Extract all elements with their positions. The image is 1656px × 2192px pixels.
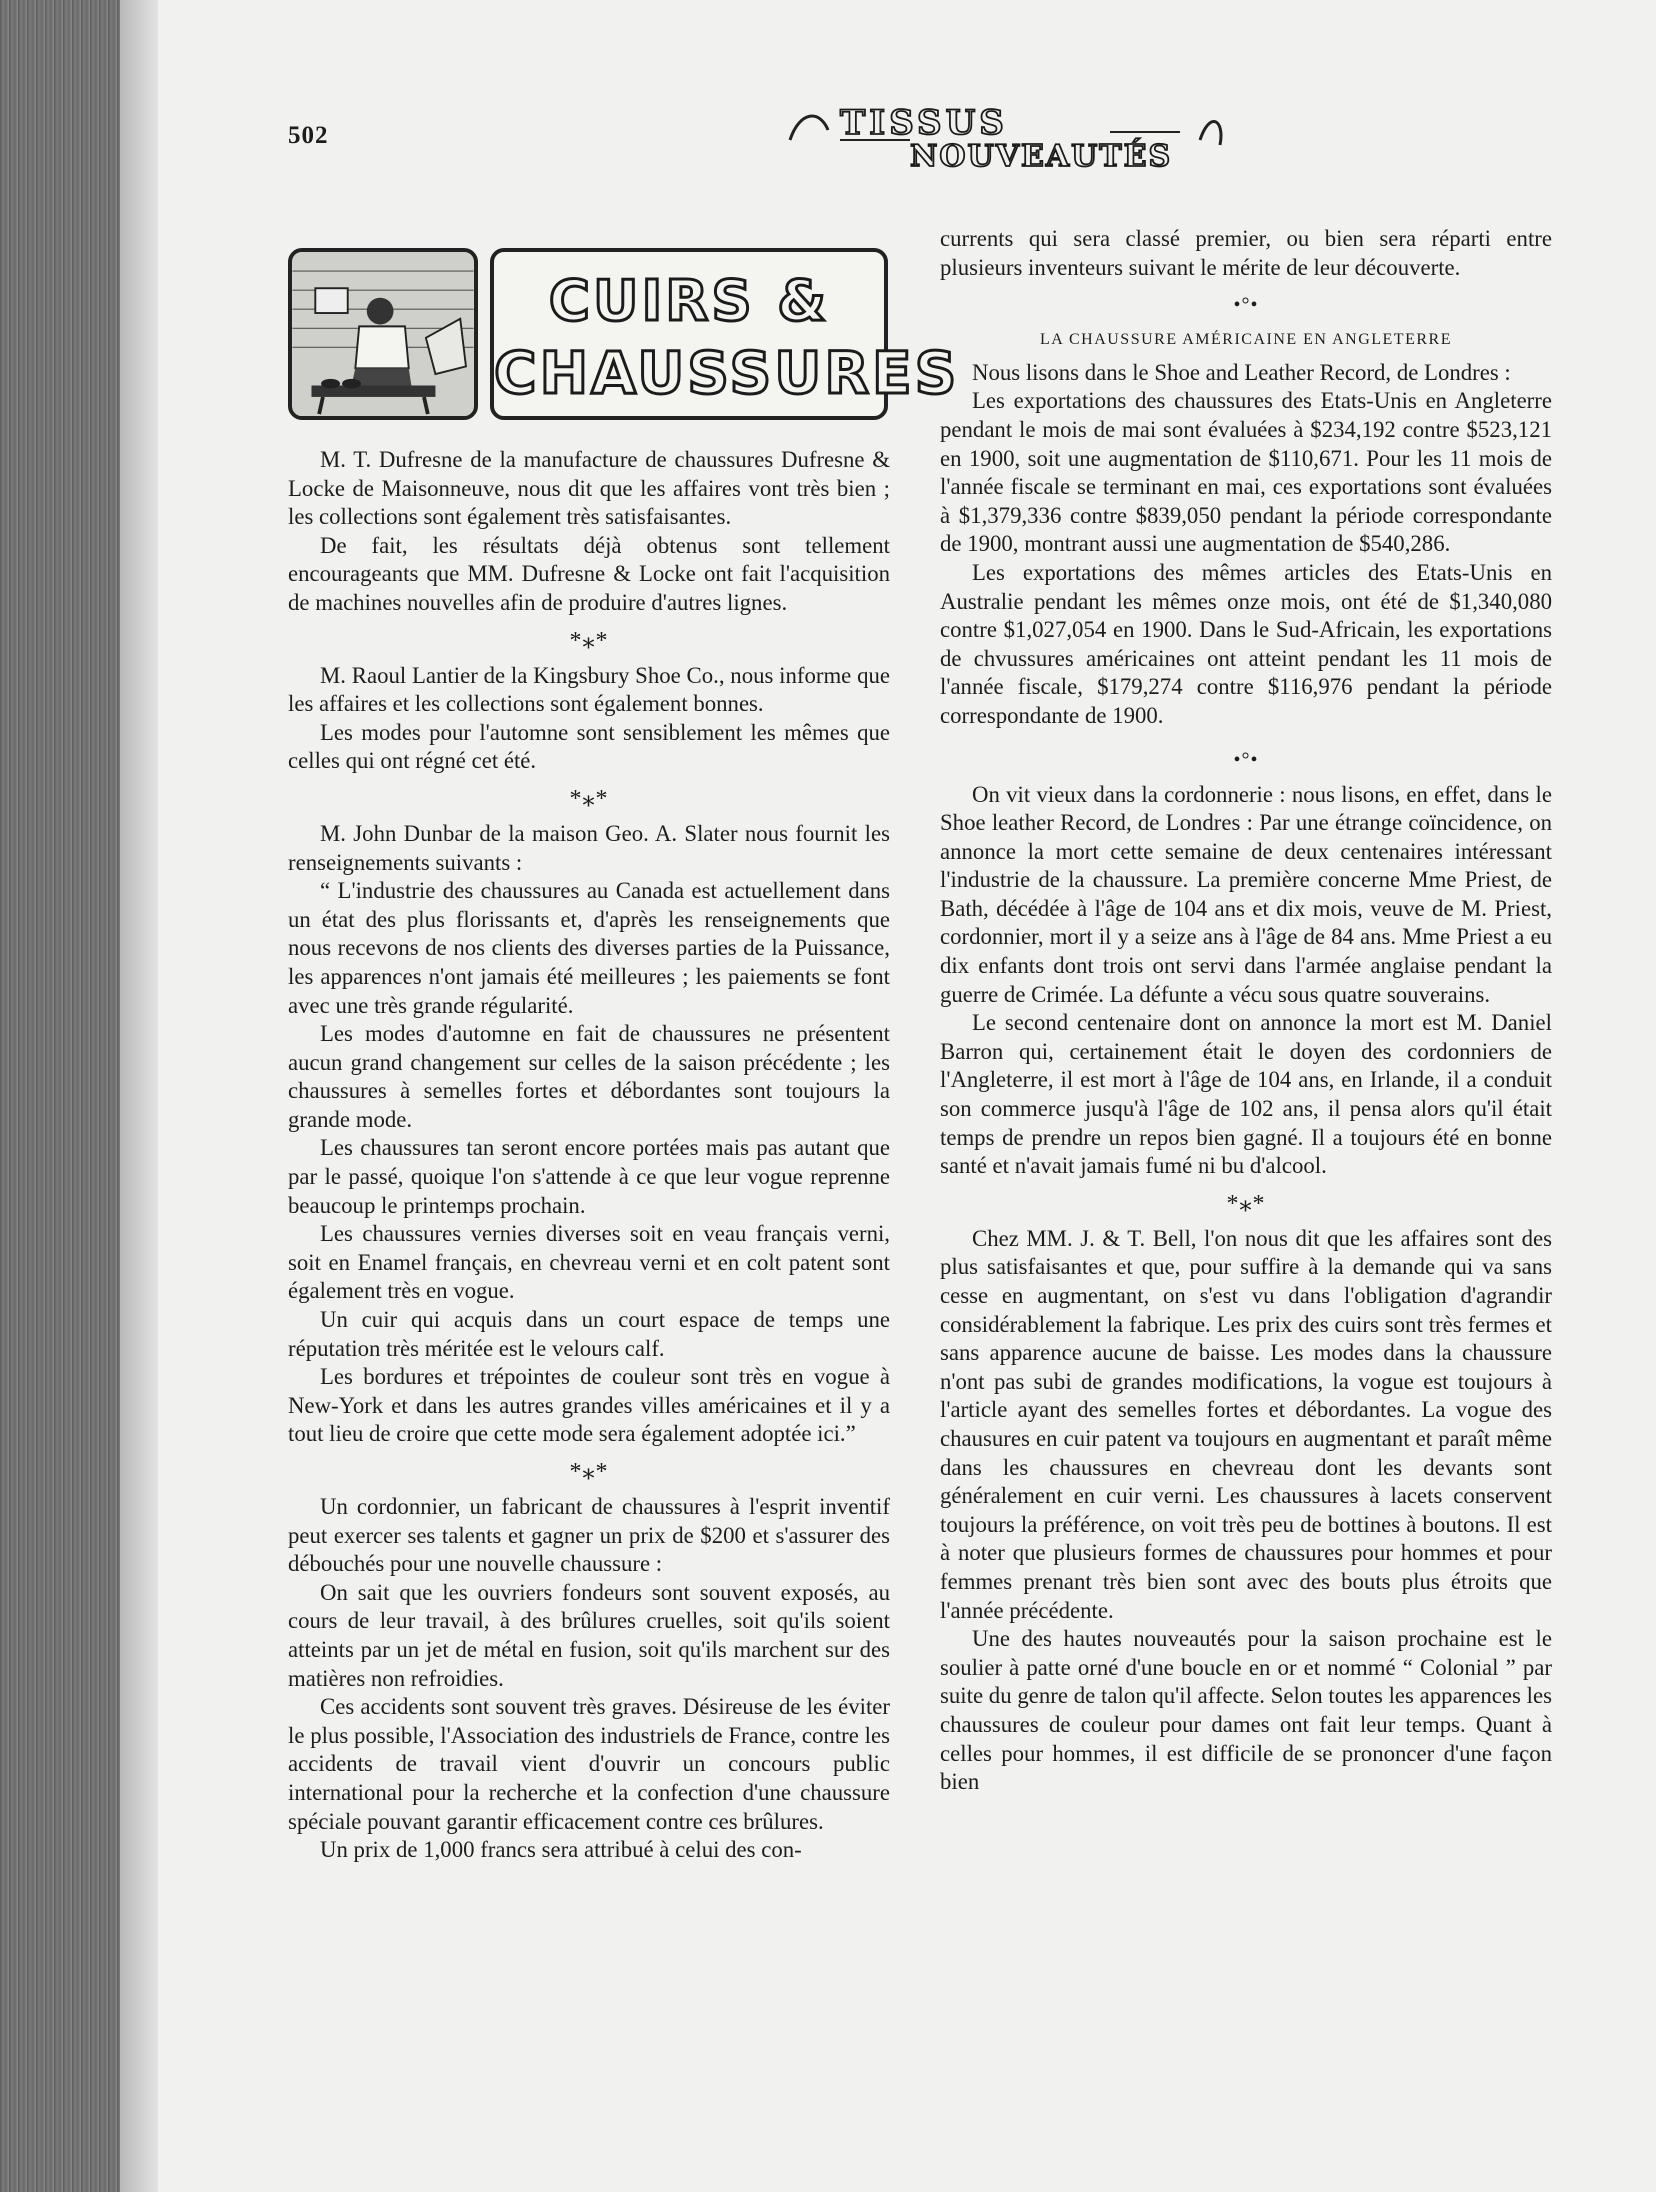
paragraph: On sait que les ouvriers fondeurs sont souvent exposés, au cours de leur travail, à des brûlures cruelles, soit qu'ils soient atteints par un jet de métal en fusion, soit qu'ils marchent sur des matières non refroidies. [288, 1579, 890, 1691]
paragraph: Le second centenaire dont on annonce la mort est M. Daniel Barron qui, certainement était le doyen des cordonniers de l'Angleterre, il est mort à l'âge de 104 ans, en Irlande, il a conduit son commerce jusqu'à l'âge de 102 ans, il pensa alors qu'il était temps de prendre un repos bien gagné. Il a toujours été en bonne santé et n'avait jamais fumé ni bu d'alcool. [940, 1010, 1552, 1179]
paragraph: Les chaussures vernies diverses soit en veau français verni, soit en Enamel français, en chevreau verni et en colt patent sont également très en vogue. [288, 1221, 890, 1304]
paragraph: On vit vieux dans la cordonnerie : nous lisons, en effet, dans le Shoe leather Record, de Londres : Par une étrange coïncidence, on annonce la mort cette semaine de deux centenaires intéressant l'industrie de la chaussure. La première concerne Mme Priest, de Bath, décédée à l'âge de 104 ans et dix mois, veuve de M. Priest, cordonnier, mort il y a seize ans à l'âge de 84 ans. Mme Priest a eu dix enfants dont trois ont servi dans l'armée anglaise pendant la guerre de Crimée. La défunte a vécu sous quatre souverains. [940, 781, 1552, 1007]
paragraph: Chez MM. J. & T. Bell, l'on nous dit que les affaires sont des plus satisfaisantes et que, pour suffire à la demande qui va sans cesse en augmentant, on s'est vu dans l'obligation d'agrandir considérablement la fabrique. Les prix des cuirs sont très fermes et sans apparence aucune de baisse. Les modes dans la chaussure n'ont pas subi de grandes modifications, la vogue est toujours à l'article ayant des semelles fortes et débordantes. La vogue des chausures en cuir patent va toujours en augmentant et paraît même dans les chaussures en chevreau dont les devants sont généralement en cuir verni. Les chaussures à lacets conservent toujours la préférence, on voit très peu de bottines à boutons. Il est à noter que plusieurs formes de chaussures pour hommes et pour femmes prenant très bien sont avec des bouts plus étroits que l'année précédente. [940, 1225, 1552, 1623]
paragraph-continuation: currents qui sera classé premier, ou bien sera réparti entre plusieurs inventeurs suivant le mérite de leur découverte. [940, 226, 1552, 280]
paragraph: Ces accidents sont souvent très graves. Désireuse de les éviter le plus possible, l'Association des industriels de France, contre les accidents de travail vient d'ouvrir un concours public international pour la recherche et la confection d'une chaussure spéciale pouvant garantir efficacement contre ces brûlures. [288, 1694, 890, 1834]
masthead-line1: TISSUS [840, 103, 1008, 143]
page-gutter [120, 0, 158, 2192]
section-title-box [490, 248, 960, 420]
cobbler-illustration [288, 248, 478, 420]
paragraph: De fait, les résultats déjà obtenus sont tellement encourageants que MM. Dufresne & Locke ont fait l'acquisition de machines nouvelles afin de produire d'autres lignes. [288, 532, 890, 615]
paragraph: “ L'industrie des chaussures au Canada est actuellement dans un état des plus florissants et, d'après les renseignements que nous recevons de nos clients des diverses parties de la Puissance, les apparences n'ont jamais été meilleures ; les paiements se font avec une très grande régularité. [288, 878, 890, 1018]
paragraph: Les bordures et trépointes de couleur sont très en vogue à New-York et dans les autres grandes villes américaines et il y a tout lieu de croire que cette mode sera également adoptée ici.” [288, 1364, 890, 1447]
right-column [940, 225, 1552, 1797]
article-subhead: LA CHAUSSURE AMÉRICAINE EN ANGLETERRE [1040, 331, 1452, 349]
paragraph: Un prix de 1,000 francs sera attribué à celui des con- [320, 1837, 802, 1863]
masthead-line2: NOUVEAUTÉS [910, 139, 1173, 172]
section-title-line1: CUIRS & [548, 269, 830, 334]
paragraph: M. T. Dufresne de la manufacture de chaussures Dufresne & Locke de Maisonneuve, nous dit que les affaires vont très bien ; les collections sont également très satisfaisantes. [288, 447, 890, 530]
paragraph: Les chaussures tan seront encore portées mais pas autant que par le passé, quoique l'on s'attende à ce que leur vogue reprenne beaucoup le printemps prochain. [288, 1135, 890, 1218]
paragraph: Les modes pour l'automne sont sensiblement les mêmes que celles qui ont régné cet été. [288, 719, 890, 774]
paragraph: Un cordonnier, un fabricant de chaussures à l'esprit inventif peut exercer ses talents et gagner un prix de $200 et s'assurer des débouchés pour une nouvelle chaussure : [288, 1494, 890, 1577]
masthead-logo [780, 100, 1230, 172]
separator-stars: *⁎* [569, 627, 609, 654]
paragraph: M. Raoul Lantier de la Kingsbury Shoe Co., nous informe que les affaires et les collections sont également bonnes. [288, 662, 890, 717]
paragraph: Une des hautes nouveautés pour la saison prochaine est le soulier à patte orné d'une boucle en or et nommé “ Colonial ” par suite du genre de talon qu'il affecte. Selon toutes les apparences les chaussures de couleur pour dames ont fait leur temps. Quant à celles pour hommes, il est difficile de se prononcer d'une façon bien [940, 1626, 1552, 1795]
separator-dots: •°• [1233, 748, 1259, 771]
separator-stars: *⁎* [569, 785, 609, 812]
paragraph: M. John Dunbar de la maison Geo. A. Slater nous fournit les renseignements suivants : [288, 820, 890, 875]
paragraph: Nous lisons dans le Shoe and Leather Record, de Londres : [972, 359, 1511, 385]
page [158, 0, 1656, 2192]
section-title-line2: CHAUSSURES [494, 339, 960, 407]
paragraph: Les exportations des mêmes articles des Etats-Unis en Australie pendant les mêmes onze mois, ont été de $1,340,080 contre $1,027,054 en 1900. Dans le Sud-Africain, les exportations de chvussures américaines ont atteint pendant les 11 mois de l'année fiscale, $179,274 contre $116,976 pendant la période correspondante de 1900. [940, 559, 1552, 728]
paragraph: Les modes d'automne en fait de chaussures ne présentent aucun grand changement sur celles de la saison précédente ; les chaussures à semelles fortes et débordantes sont toujours la grande mode. [288, 1021, 890, 1132]
section-banner [288, 248, 960, 420]
separator-stars: *⁎* [569, 1459, 609, 1485]
book-page-edges [0, 0, 120, 2192]
separator-dots: •°• [1233, 294, 1259, 317]
left-column [288, 446, 890, 1865]
separator-stars: *⁎* [1226, 1190, 1266, 1217]
page-number: 502 [288, 122, 329, 149]
paragraph: Les exportations des chaussures des Etats-Unis en Angleterre pendant le mois de mai sont évaluées à $234,192 contre $523,121 en 1900, soit une augmentation de $110,671. Pour les 11 mois de l'année fiscale se terminant en mai, ces exportations sont évaluées à $1,379,336 contre $839,050 pendant la période correspondante de 1900, montrant aussi une augmentation de $540,286. [940, 388, 1552, 557]
paragraph: Un cuir qui acquis dans un court espace de temps une réputation très méritée est le velours calf. [288, 1307, 890, 1361]
